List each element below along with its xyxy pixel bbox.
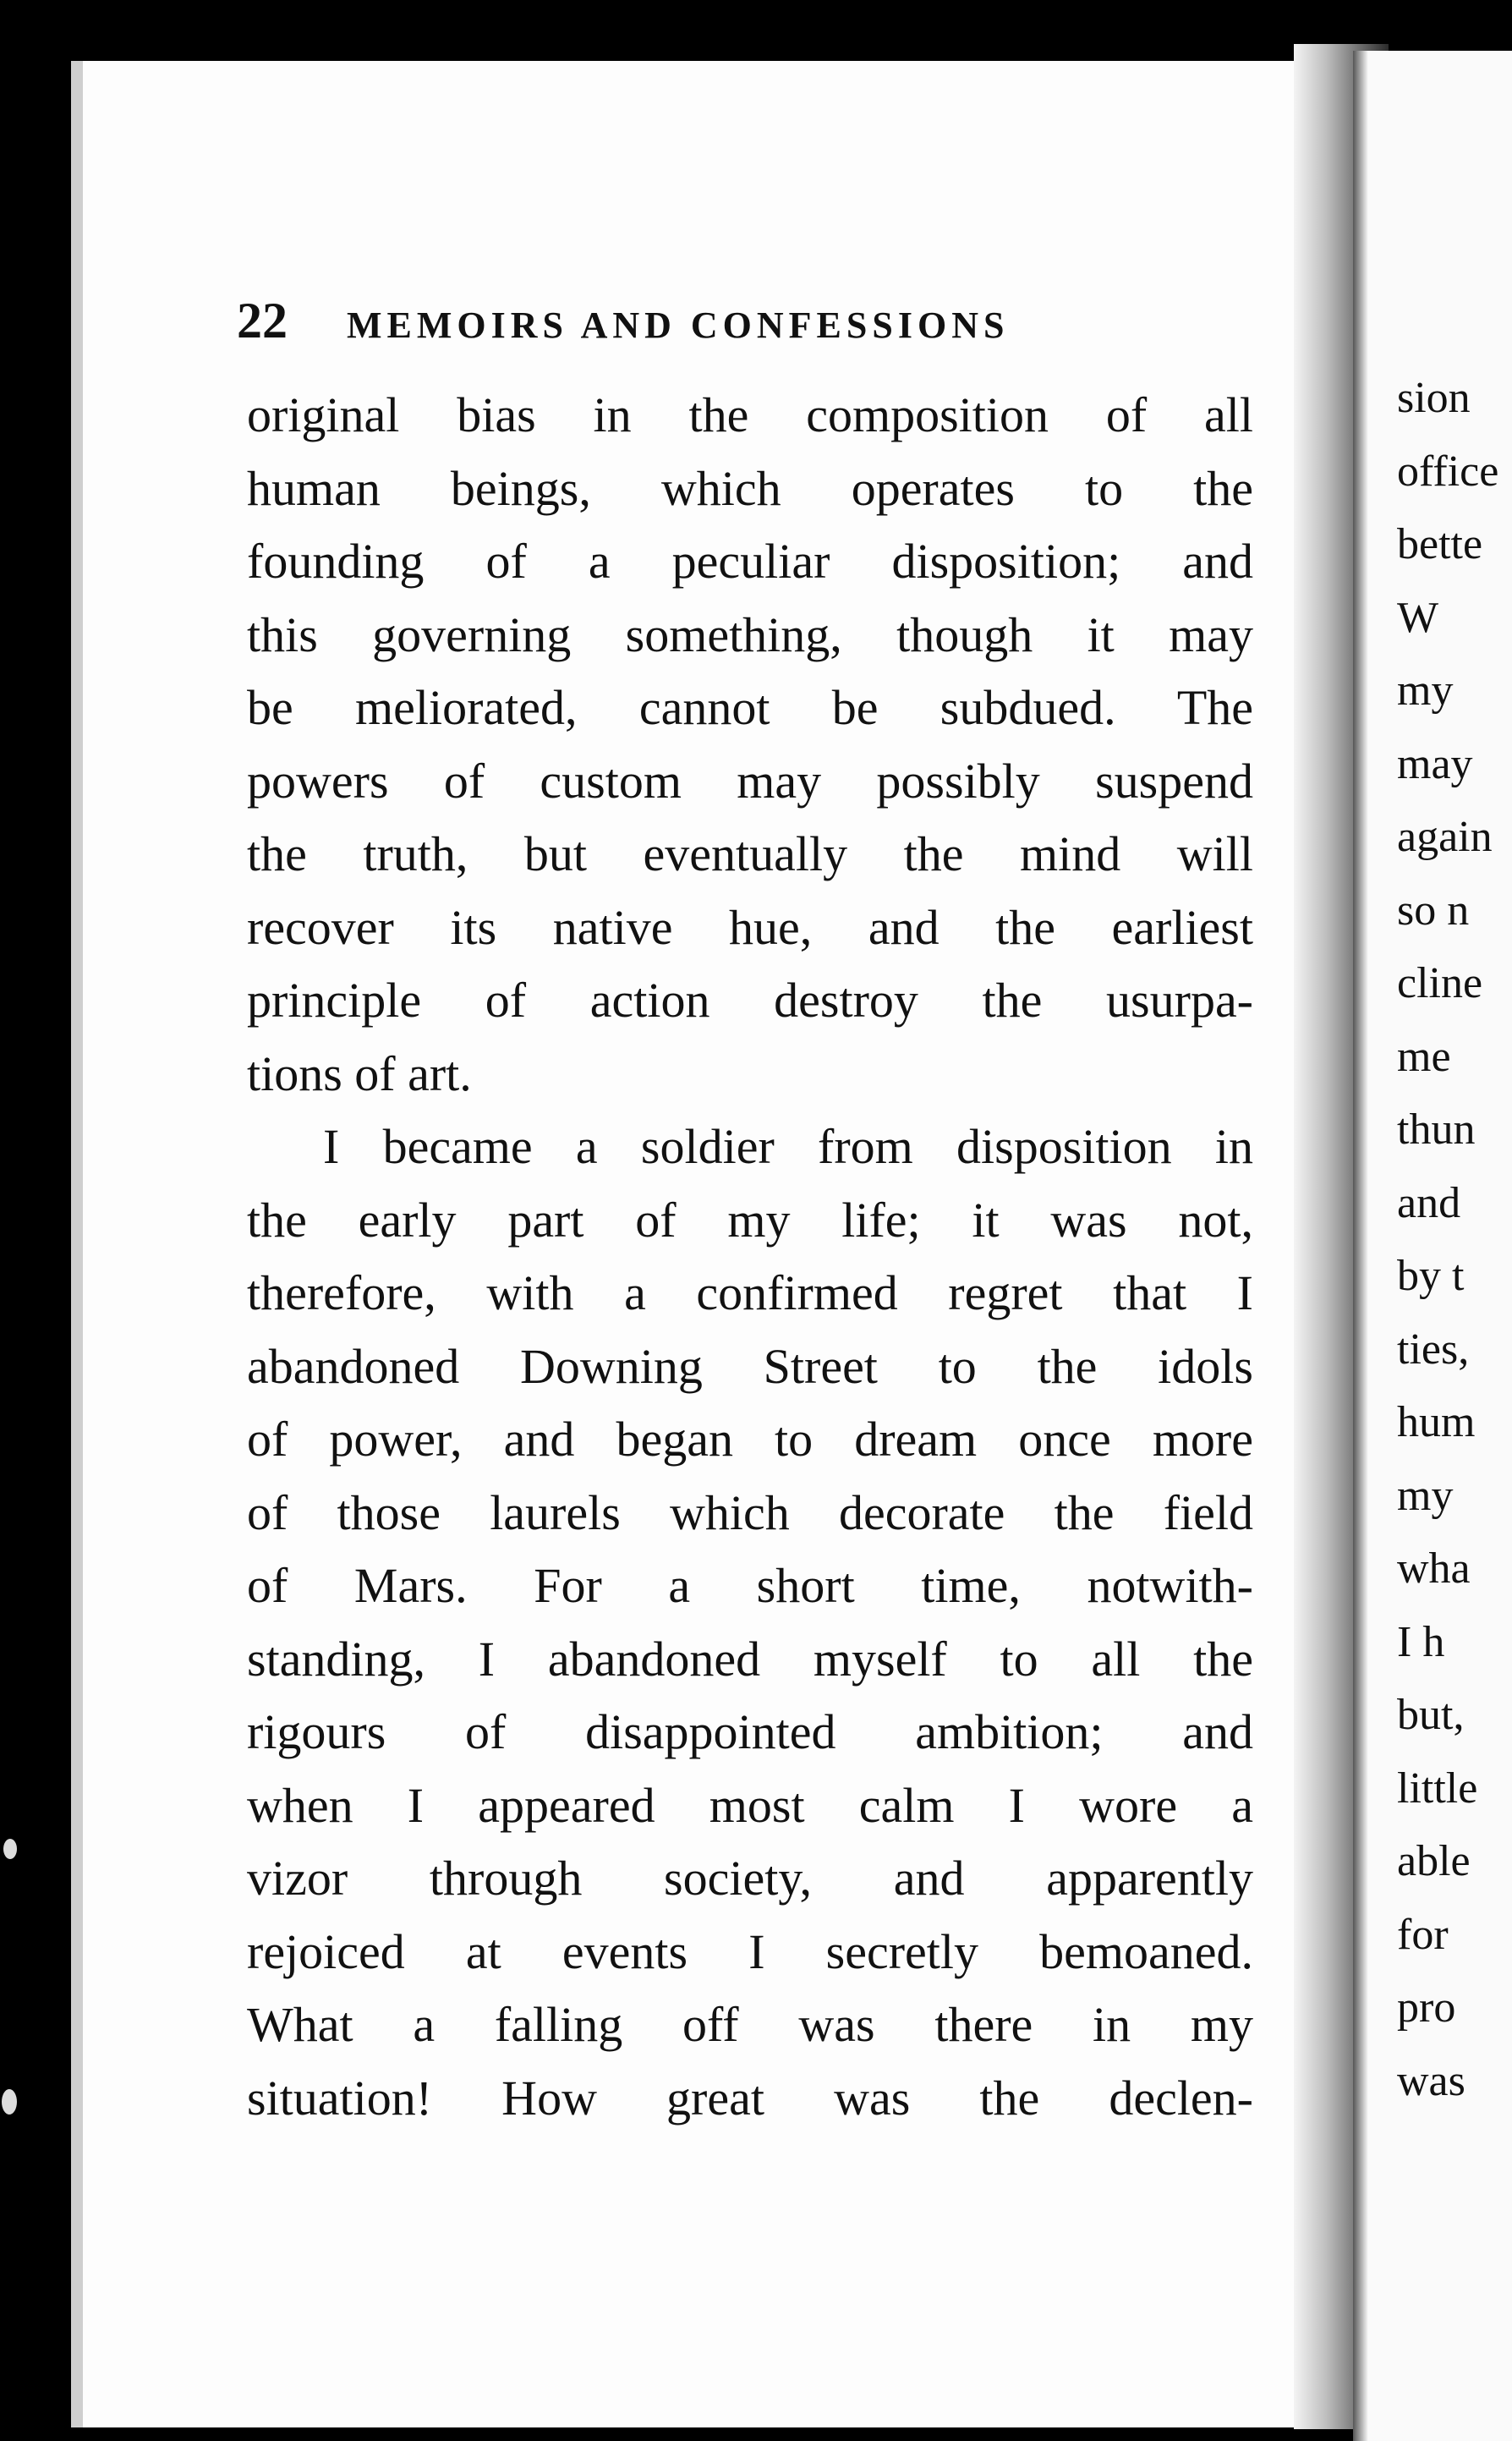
text-line: recover its native hue, and the earliest xyxy=(247,899,1253,955)
text-line: vizor through society, and apparently xyxy=(247,1851,1253,1906)
text-line: founding of a peculiar disposition; and xyxy=(247,534,1253,589)
facing-page-text xyxy=(1397,362,1512,2118)
text-line: the early part of my life; it was not, xyxy=(247,1192,1253,1248)
facing-text-line: for xyxy=(1397,1910,1449,1959)
running-head-title: MEMOIRS AND CONFESSIONS xyxy=(347,304,1010,346)
facing-text-line: and xyxy=(1397,1178,1461,1227)
facing-text-line: hum xyxy=(1397,1398,1476,1446)
running-head xyxy=(237,292,1167,350)
text-line: human beings, which operates to the xyxy=(247,460,1253,516)
text-line: What a falling off was there in my xyxy=(247,1997,1253,2052)
facing-text-line: may xyxy=(1397,739,1473,788)
text-line: I became a soldier from disposition in xyxy=(323,1119,1253,1174)
text-line: therefore, with a confirmed regret that I xyxy=(247,1265,1253,1320)
facing-text-line: again xyxy=(1397,813,1493,861)
facing-text-line: by t xyxy=(1397,1252,1465,1300)
text-line: when I appeared most calm I wore a xyxy=(247,1777,1253,1833)
facing-text-line: thun xyxy=(1397,1105,1476,1154)
text-line: of those laurels which decorate the field xyxy=(247,1484,1253,1540)
text-line: the truth, but eventually the mind will xyxy=(247,826,1253,881)
page-number: 22 xyxy=(237,293,288,348)
facing-text-line: was xyxy=(1397,2056,1465,2105)
facing-text-line: ties, xyxy=(1397,1325,1470,1374)
text-line: of Mars. For a short time, notwith- xyxy=(247,1558,1253,1613)
facing-text-line: sion xyxy=(1397,374,1471,422)
scan-speck xyxy=(3,1839,17,1859)
facing-text-line: I h xyxy=(1397,1617,1445,1666)
text-line: original bias in the composition of all xyxy=(247,387,1253,442)
facing-text-line: W xyxy=(1397,593,1439,642)
scan-speck xyxy=(2,2089,17,2115)
text-line: powers of custom may possibly suspend xyxy=(247,753,1253,809)
text-line: of power, and began to dream once more xyxy=(247,1412,1253,1467)
facing-text-line: my xyxy=(1397,1471,1454,1520)
text-line: be meliorated, cannot be subdued. The xyxy=(247,680,1253,735)
facing-text-line: but, xyxy=(1397,1691,1465,1739)
page-body-text xyxy=(247,379,1253,2135)
text-line: principle of action destroy the usurpa- xyxy=(247,973,1253,1028)
text-line: situation! How great was the declen- xyxy=(247,2070,1253,2126)
text-line: abandoned Downing Street to the idols xyxy=(247,1338,1253,1394)
text-line: standing, I abandoned myself to all the xyxy=(247,1631,1253,1687)
facing-text-line: cline xyxy=(1397,959,1483,1007)
facing-text-line: wha xyxy=(1397,1544,1471,1593)
text-line: tions of art. xyxy=(247,1045,472,1101)
text-line: rigours of disappointed ambition; and xyxy=(247,1704,1253,1759)
facing-text-line: little xyxy=(1397,1764,1478,1813)
facing-text-line: so n xyxy=(1397,886,1470,935)
facing-text-line: bette xyxy=(1397,520,1483,568)
facing-text-line: able xyxy=(1397,1837,1471,1885)
facing-text-line: me xyxy=(1397,1032,1451,1081)
right-page-edge-shadow xyxy=(1353,51,1368,2441)
facing-text-line: office xyxy=(1397,447,1499,496)
facing-text-line: pro xyxy=(1397,1983,1456,2032)
text-line: rejoiced at events I secretly bemoaned. xyxy=(247,1923,1253,1979)
text-line: this governing something, though it may xyxy=(247,606,1253,662)
facing-text-line: my xyxy=(1397,666,1454,715)
